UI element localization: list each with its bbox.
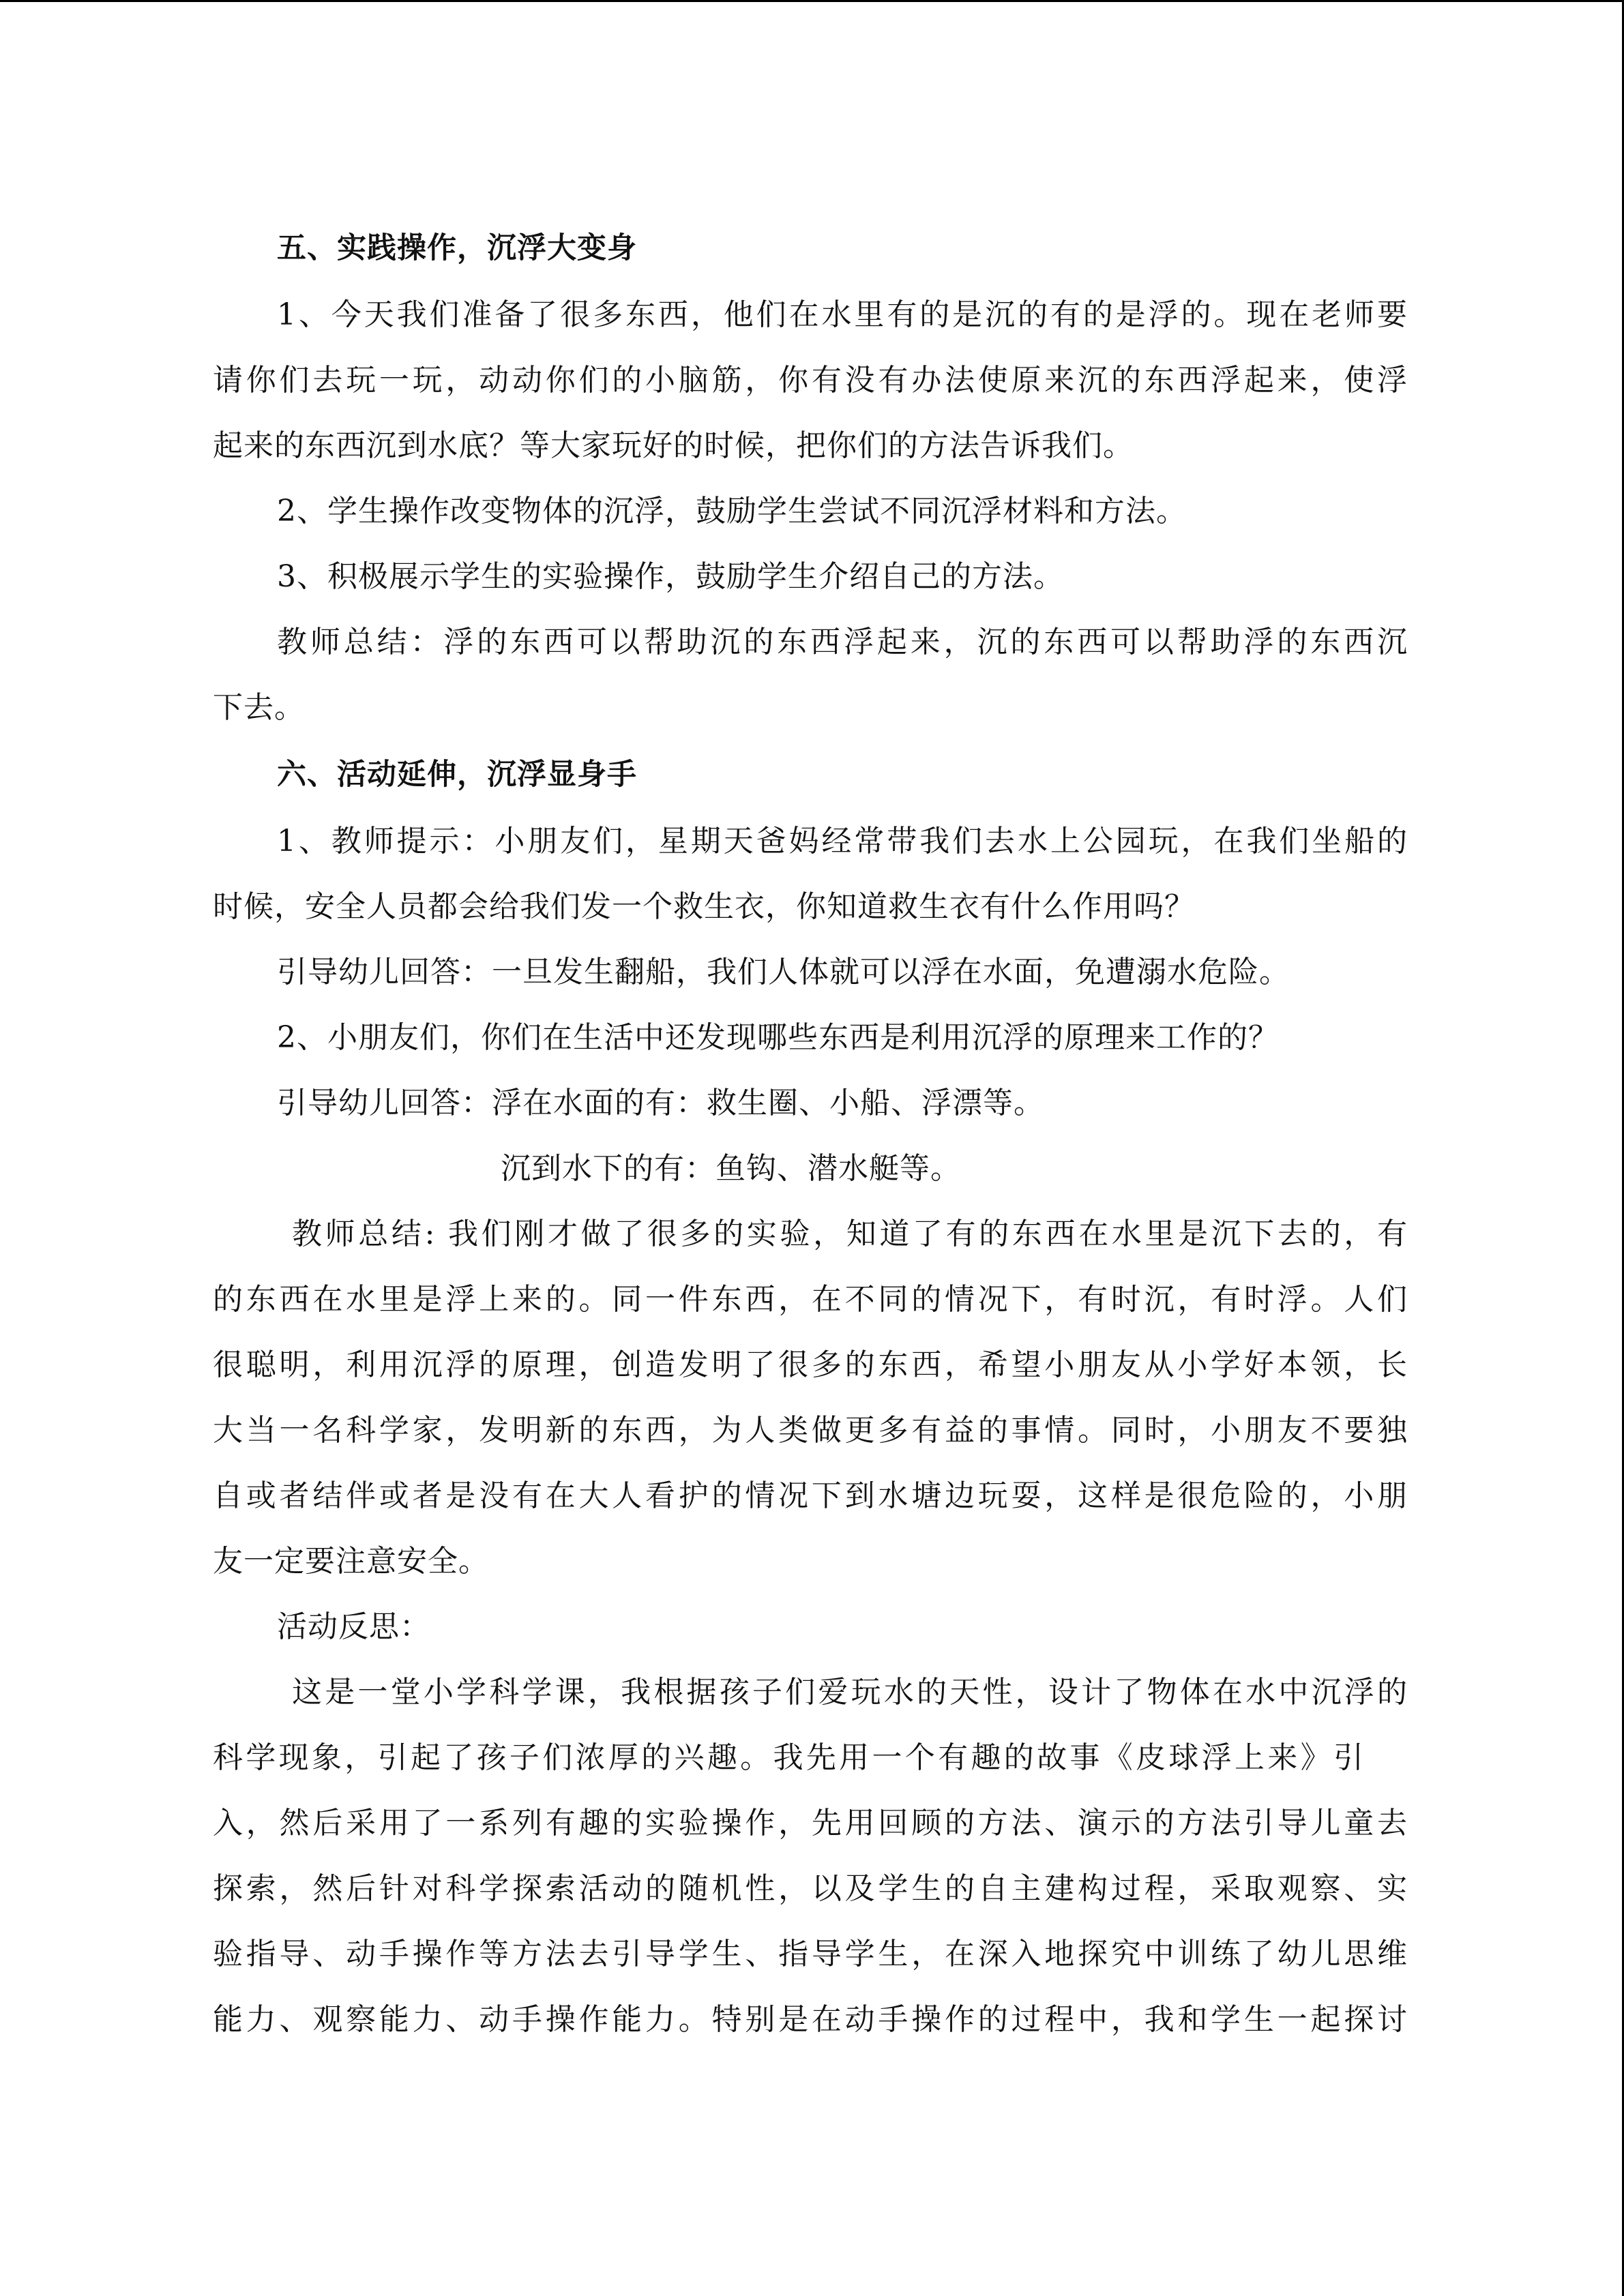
section-six-summary-line3: 很聪明，利用沉浮的原理，创造发明了很多的东西，希望小朋友从小学好本领，长 [213, 1347, 1408, 1382]
section-six-summary-line6: 友一定要注意安全。 [213, 1544, 489, 1579]
section-six-summary-line1: 教师总结: 我们刚才做了很多的实验，知道了有的东西在水里是沉下去的，有 [292, 1217, 1408, 1251]
section-six-heading: 六、活动延伸，沉浮显身手 [277, 758, 637, 792]
section-six-summary-line2: 的东西在水里是浮上来的。同一件东西，在不同的情况下，有时沉，有时浮。人们 [213, 1282, 1408, 1317]
reflection-line3: 入，然后采用了一系列有趣的实验操作，先用回顾的方法、演示的方法引导儿童去 [213, 1806, 1408, 1840]
section-six-summary-line4: 大当一名科学家，发明新的东西，为人类做更多有益的事情。同时，小朋友不要独 [213, 1413, 1408, 1448]
reflection-heading: 活动反思： [277, 1609, 430, 1644]
section-six-guide1: 引导幼儿回答：一旦发生翻船，我们人体就可以浮在水面，免遭溺水危险。 [277, 955, 1290, 989]
section-five-summary-line1: 教师总结：浮的东西可以帮助沉的东西浮起来，沉的东西可以帮助浮的东西沉 [277, 625, 1408, 659]
section-five-p1-line3: 起来的东西沉到水底？等大家玩好的时候，把你们的方法告诉我们。 [213, 428, 1134, 463]
reflection-line4: 探索，然后针对科学探索活动的随机性，以及学生的自主建构过程，采取观察、实 [213, 1871, 1408, 1906]
reflection-line2: 科学现象，引起了孩子们浓厚的兴趣。我先用一个有趣的故事《皮球浮上来》引 [213, 1740, 1364, 1775]
section-five-p1-line2: 请你们去玩一玩，动动你们的小脑筋，你有没有办法使原来沉的东西浮起来，使浮 [213, 363, 1408, 398]
section-five-p2: 2、学生操作改变物体的沉浮，鼓励学生尝试不同沉浮材料和方法。 [277, 494, 1187, 528]
section-six-p1-line2: 时候，安全人员都会给我们发一个救生衣，你知道救生衣有什么作用吗？ [213, 889, 1195, 924]
section-six-guide2-continued: 沉到水下的有：鱼钩、潜水艇等。 [501, 1151, 961, 1186]
section-five-heading: 五、实践操作，沉浮大变身 [277, 231, 637, 265]
section-five-summary-line2: 下去。 [213, 690, 305, 725]
section-six-p2: 2、小朋友们，你们在生活中还发现哪些东西是利用沉浮的原理来工作的？ [277, 1020, 1279, 1055]
reflection-line1: 这是一堂小学科学课，我根据孩子们爱玩水的天性，设计了物体在水中沉浮的 [292, 1675, 1408, 1710]
page-border-top [0, 0, 1624, 2]
reflection-line5: 验指导、动手操作等方法去引导学生、指导学生，在深入地探究中训练了幼儿思维 [213, 1937, 1408, 1971]
section-five-p3: 3、积极展示学生的实验操作，鼓励学生介绍自己的方法。 [277, 559, 1064, 594]
section-five-p1-line1: 1、今天我们准备了很多东西，他们在水里有的是沉的有的是浮的。现在老师要 [277, 297, 1408, 332]
reflection-line6: 能力、观察能力、动手操作能力。特别是在动手操作的过程中，我和学生一起探讨 [213, 2002, 1408, 2037]
section-six-guide2: 引导幼儿回答：浮在水面的有：救生圈、小船、浮漂等。 [277, 1086, 1044, 1120]
section-six-summary-line5: 自或者结伴或者是没有在大人看护的情况下到水塘边玩耍，这样是很危险的，小朋 [213, 1478, 1408, 1513]
section-six-p1-line1: 1、教师提示：小朋友们，星期天爸妈经常带我们去水上公园玩，在我们坐船的 [277, 824, 1408, 859]
